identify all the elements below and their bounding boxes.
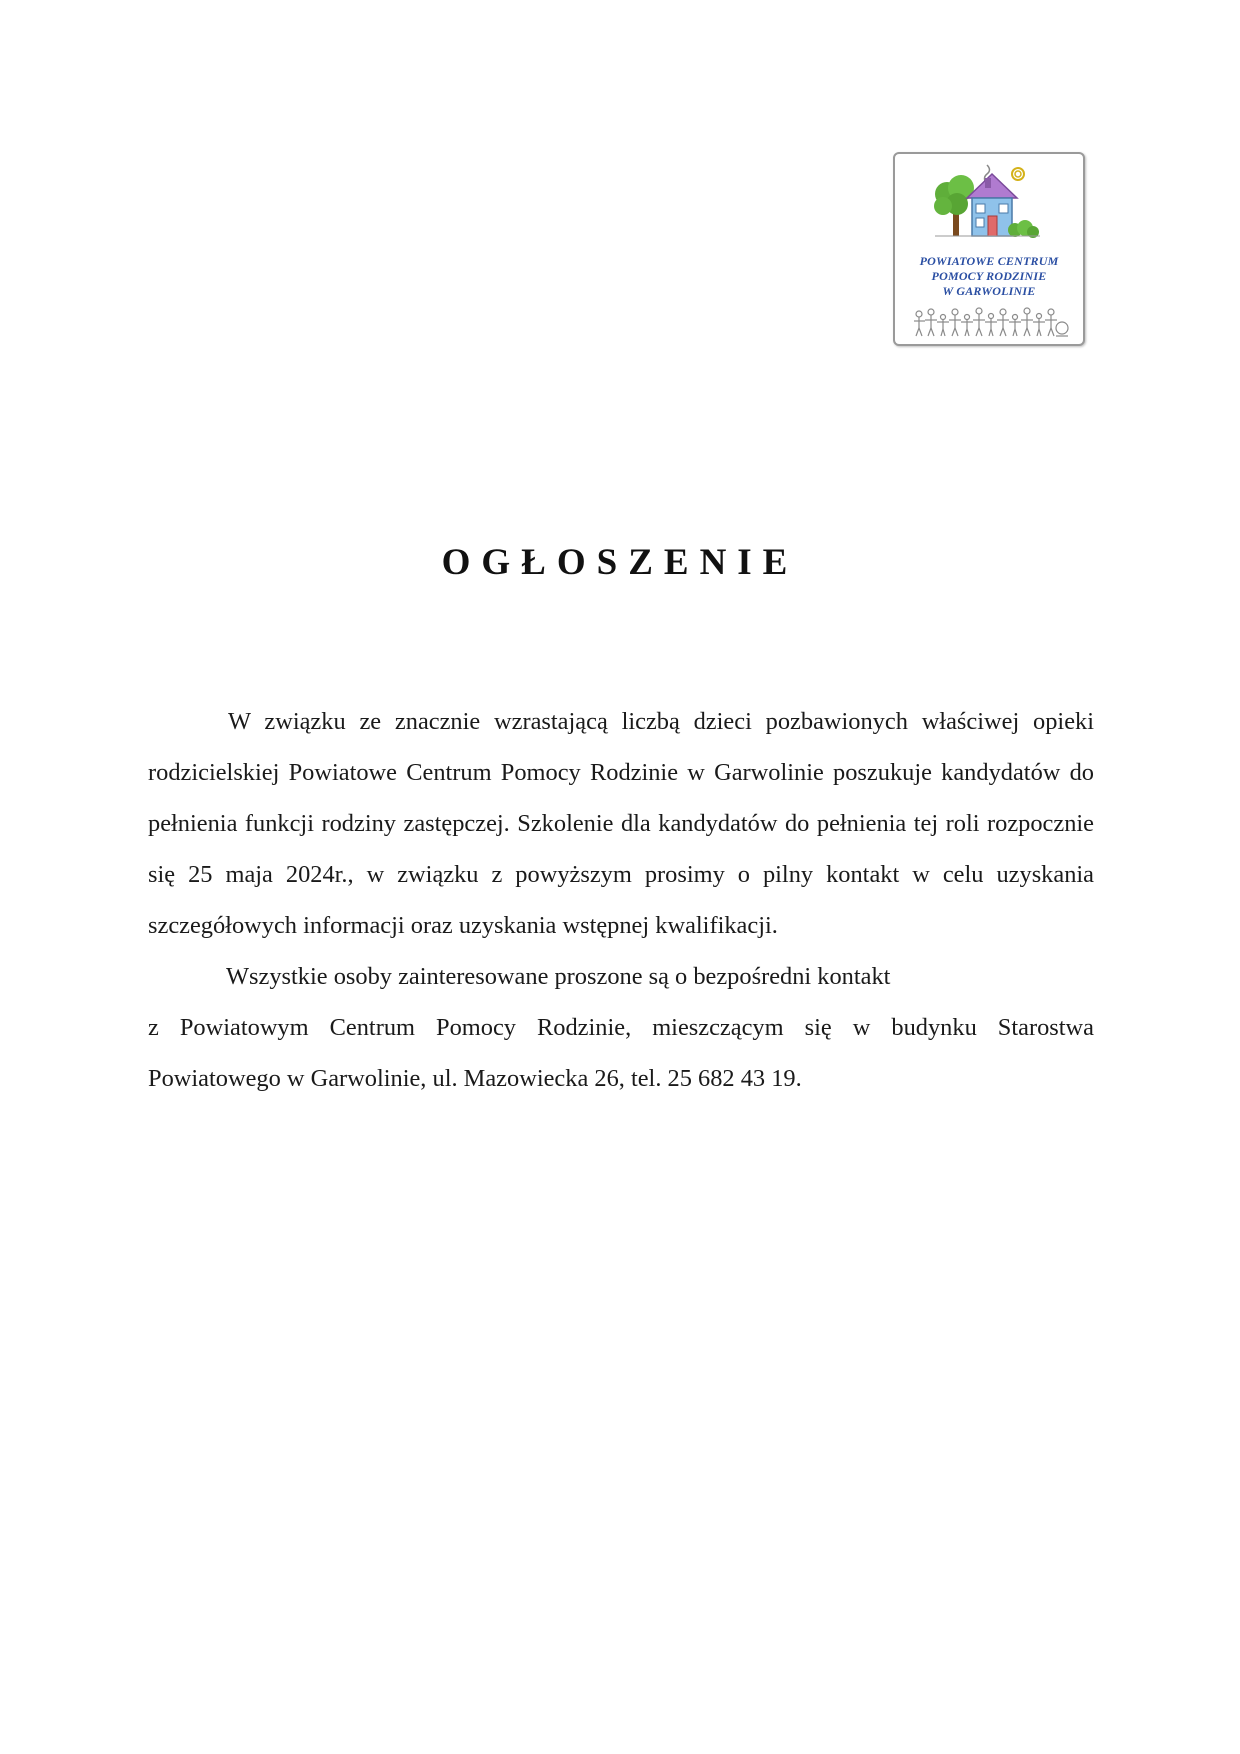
logo-line-1: POWIATOWE CENTRUM [919,254,1059,268]
document-title: OGŁOSZENIE [441,542,799,583]
logo-line-2: POMOCY RODZINIE [931,269,1047,283]
organization-logo [893,152,1085,346]
house-family-logo-icon [895,154,1083,344]
logo-caption [895,254,1083,299]
announcement-body [148,696,1094,1104]
paragraph-contact-details: z Powiatowym Centrum Pomocy Rodzinie, mieszczącym się w budynku Starostwa Powiatowego w Garwolinie, ul. Mazowiecka 26, tel. 25 682 43 19. [148,1014,1094,1092]
paragraph-contact-intro: Wszystkie osoby zainteresowane proszone są o bezpośredni kontakt [226,963,891,990]
logo-line-3: W GARWOLINIE [942,284,1036,298]
paragraph-recruitment: W związku ze znacznie wzrastającą liczbą dzieci pozbawionych właściwej opieki rodzicielskiej Powiatowe Centrum Pomocy Rodzinie w Garwolinie poszukuje kandydatów do pełnienia funkcji rodziny zastępczej. Szkolenie dla kandydatów do pełnienia tej roli rozpocznie się 25 maja 2024r., w związku z powyższym prosimy o pilny kontakt w celu uzyskania szczegółowych informacji oraz uzyskania wstępnej kwalifikacji. [148,708,1094,939]
